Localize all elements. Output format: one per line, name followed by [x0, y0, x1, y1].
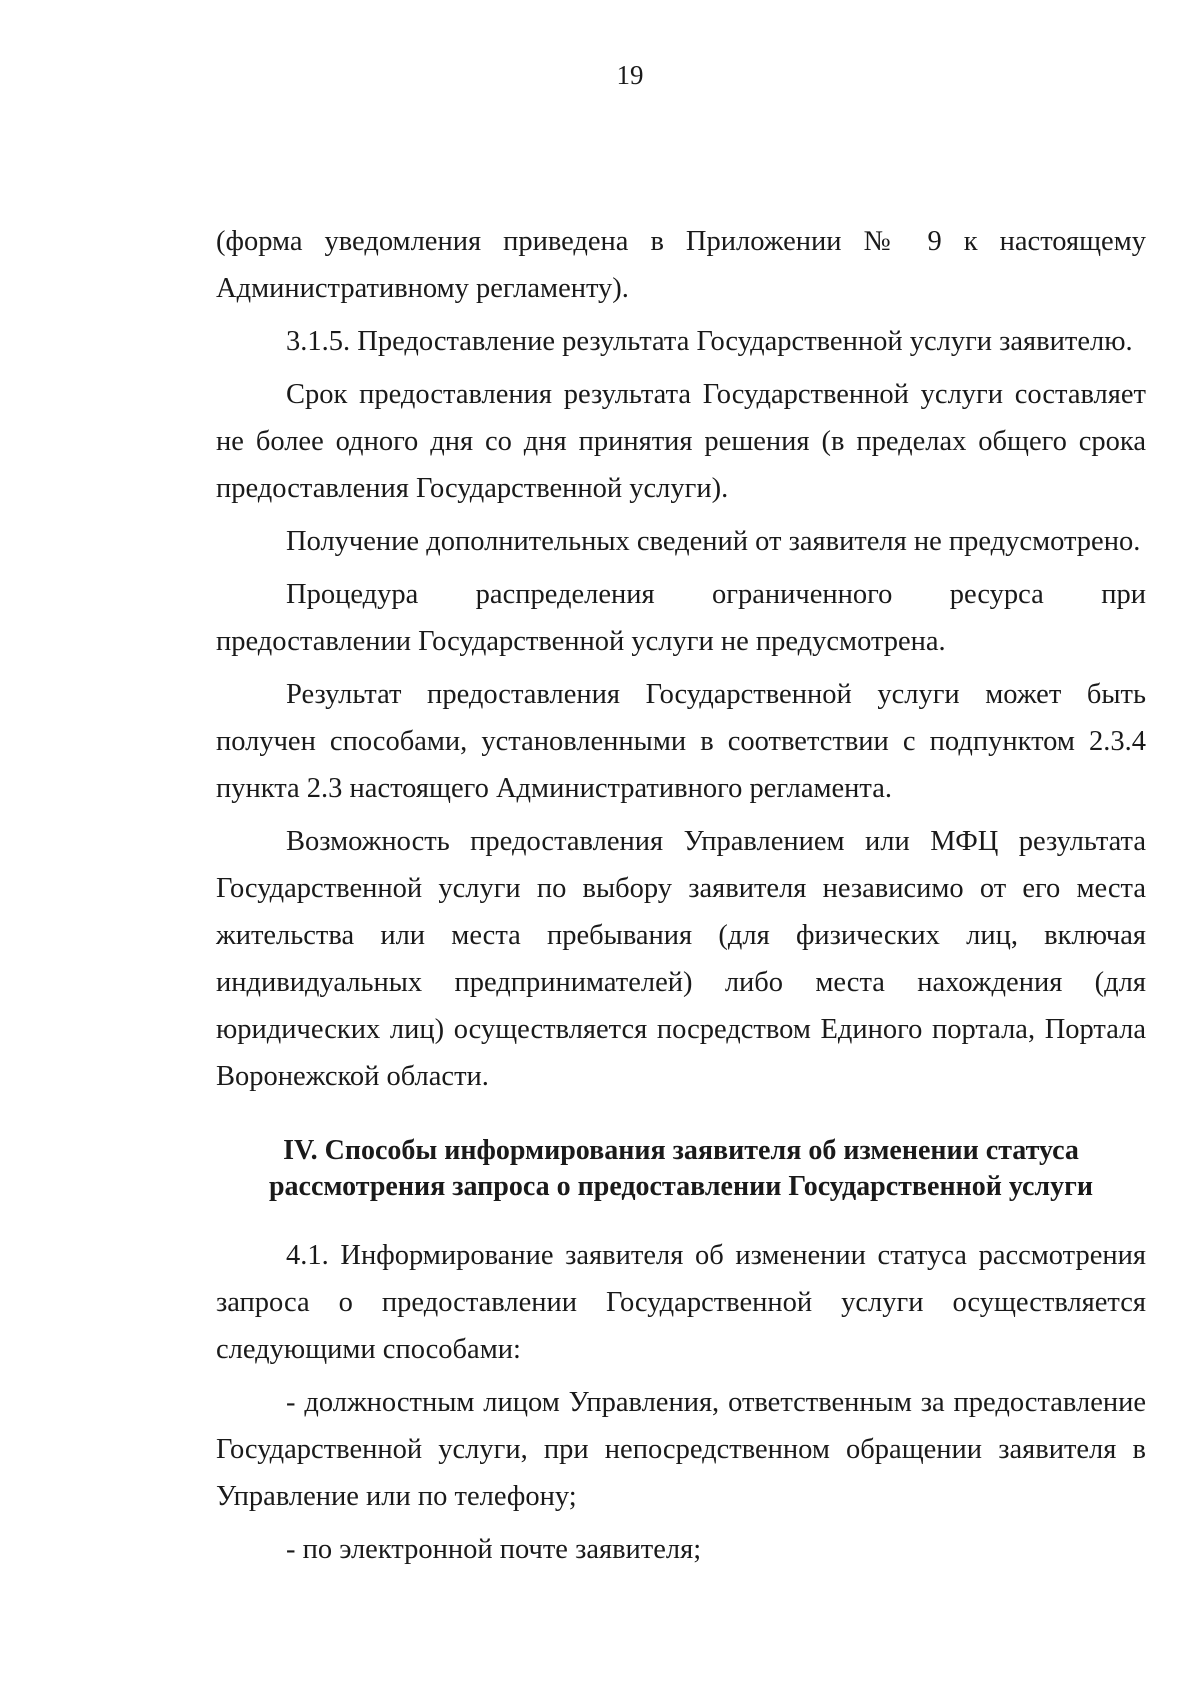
paragraph-result-methods: Результат предоставления Государственной услуги может быть получен способами, установленными в соответствии с подпунктом 2.3.4 пункта 2.3 настоящего Административного регламента. [216, 679, 1146, 804]
list-item-email: - по электронной почте заявителя; [286, 1534, 702, 1565]
section-heading-line-2: рассмотрения запроса о предоставлении Государственной услуги [268, 1171, 1093, 1202]
paragraph-result-deadline: Срок предоставления результата Государственной услуги составляет не более одного дня со дня принятия решения (в пределах общего срока предоставления Государственной услуги). [216, 379, 1146, 504]
section-heading [216, 1133, 1146, 1205]
paragraph-form-notice: (форма уведомления приведена в Приложении № 9 к настоящему Административному регламенту). [216, 226, 1146, 304]
paragraph-3-1-5-heading: 3.1.5. Предоставление результата Государственной услуги заявителю. [286, 326, 1133, 357]
paragraph-result-possibility: Возможность предоставления Управлением или МФЦ результата Государственной услуги по выбору заявителя независимо от его места жительства или места пребывания (для физических лиц, включая индивидуальных предпринимателей) либо места нахождения (для юридических лиц) осуществляется посредством Единого портала, Портала Воронежской области. [216, 826, 1146, 1092]
list-item-official: - должностным лицом Управления, ответственным за предоставление Государственной услуги, при непосредственном обращении заявителя в Управление или по телефону; [216, 1387, 1146, 1512]
paragraph-additional-info: Получение дополнительных сведений от заявителя не предусмотрено. [286, 526, 1141, 557]
paragraph-4-1-informing: 4.1. Информирование заявителя об изменении статуса рассмотрения запроса о предоставлении Государственной услуги осуществляется следующими способами: [216, 1240, 1146, 1365]
paragraph-resource-distribution: Процедура распределения ограниченного ресурса при предоставлении Государственной услуги не предусмотрена. [216, 579, 1146, 657]
page-number: 19 [616, 60, 644, 90]
body-text-bottom [216, 1232, 1146, 1579]
body-text-top [216, 218, 1146, 1106]
section-heading-line-1: IV. Способы информирования заявителя об изменении статуса [283, 1135, 1079, 1166]
